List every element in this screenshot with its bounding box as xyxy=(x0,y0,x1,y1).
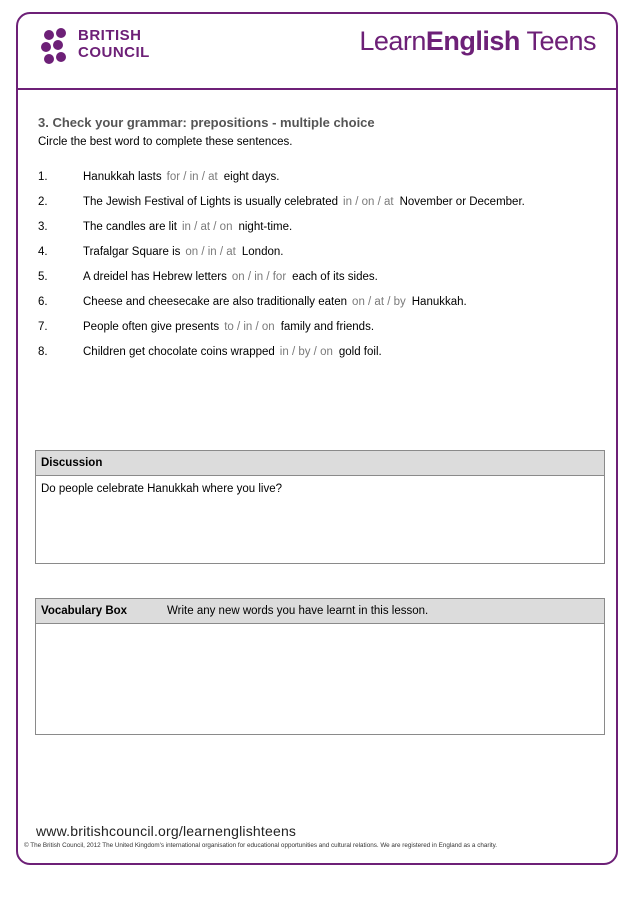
question-before: The Jewish Festival of Lights is usually celebrated xyxy=(83,196,339,208)
learnenglish-teens-logo xyxy=(359,26,596,57)
question-after: November or December. xyxy=(399,196,525,208)
discussion-question[interactable]: Do people celebrate Hanukkah where you live? xyxy=(41,483,283,495)
question-number: 4. xyxy=(38,246,48,258)
vocabulary-write-area[interactable] xyxy=(36,624,604,638)
question-row xyxy=(38,171,279,183)
question-row xyxy=(38,221,292,233)
question-before: Children get chocolate coins wrapped xyxy=(83,346,275,358)
question-options[interactable]: in / on / at xyxy=(343,196,394,208)
question-options[interactable]: on / in / for xyxy=(231,271,287,283)
question-after: family and friends. xyxy=(280,321,375,333)
vocabulary-instruction: Write any new words you have learnt in this lesson. xyxy=(167,605,429,617)
british-council-dots-icon xyxy=(40,28,76,64)
question-before: A dreidel has Hebrew letters xyxy=(83,271,227,283)
question-after: night-time. xyxy=(238,221,293,233)
question-number: 8. xyxy=(38,346,48,358)
vocabulary-box xyxy=(35,598,605,735)
footer-url[interactable]: www.britishcouncil.org/learnenglishteens xyxy=(36,823,297,839)
le-logo-teens: Teens xyxy=(519,26,596,56)
question-row xyxy=(38,271,378,283)
question-options[interactable]: on / in / at xyxy=(185,246,236,258)
question-after: London. xyxy=(241,246,284,258)
vocabulary-heading: Vocabulary Box xyxy=(41,605,128,617)
question-number: 2. xyxy=(38,196,48,208)
question-after: Hanukkah. xyxy=(411,296,467,308)
question-options[interactable]: to / in / on xyxy=(224,321,275,333)
question-options[interactable]: in / at / on xyxy=(181,221,233,233)
question-before: The candles are lit xyxy=(83,221,177,233)
question-options[interactable]: on / at / by xyxy=(352,296,406,308)
header-divider xyxy=(18,88,616,90)
question-before: Trafalgar Square is xyxy=(83,246,181,258)
discussion-box xyxy=(35,450,605,564)
question-row xyxy=(38,246,283,258)
bc-logo-line2: COUNCIL xyxy=(78,44,150,61)
question-number: 5. xyxy=(38,271,48,283)
question-number: 1. xyxy=(38,171,48,183)
le-logo-english: English xyxy=(425,26,520,56)
question-number: 7. xyxy=(38,321,48,333)
question-number: 6. xyxy=(38,296,48,308)
question-number: 3. xyxy=(38,221,48,233)
question-options[interactable]: for / in / at xyxy=(166,171,218,183)
question-before: People often give presents xyxy=(83,321,220,333)
question-row xyxy=(38,346,382,358)
question-after: each of its sides. xyxy=(292,271,378,283)
question-row xyxy=(38,196,525,208)
le-logo-learn: Learn xyxy=(359,26,426,56)
discussion-heading: Discussion xyxy=(36,451,604,476)
question-after: gold foil. xyxy=(338,346,382,358)
british-council-logo xyxy=(40,27,160,67)
question-before: Cheese and cheesecake are also traditionally eaten xyxy=(83,296,348,308)
question-before: Hanukkah lasts xyxy=(83,171,162,183)
question-options[interactable]: in / by / on xyxy=(279,346,333,358)
question-after: eight days. xyxy=(223,171,280,183)
question-row xyxy=(38,296,467,308)
exercise-title: 3. Check your grammar: prepositions - multiple choice xyxy=(38,115,375,130)
vocabulary-header xyxy=(36,599,604,624)
exercise-instruction: Circle the best word to complete these sentences. xyxy=(38,136,293,148)
bc-logo-line1: BRITISH xyxy=(78,27,142,44)
question-row xyxy=(38,321,374,333)
footer-copyright: © The British Council, 2012 The United Kingdom's international organisation for educational opportunities and cultural relations. We are registered in England as a charity. xyxy=(24,842,498,849)
